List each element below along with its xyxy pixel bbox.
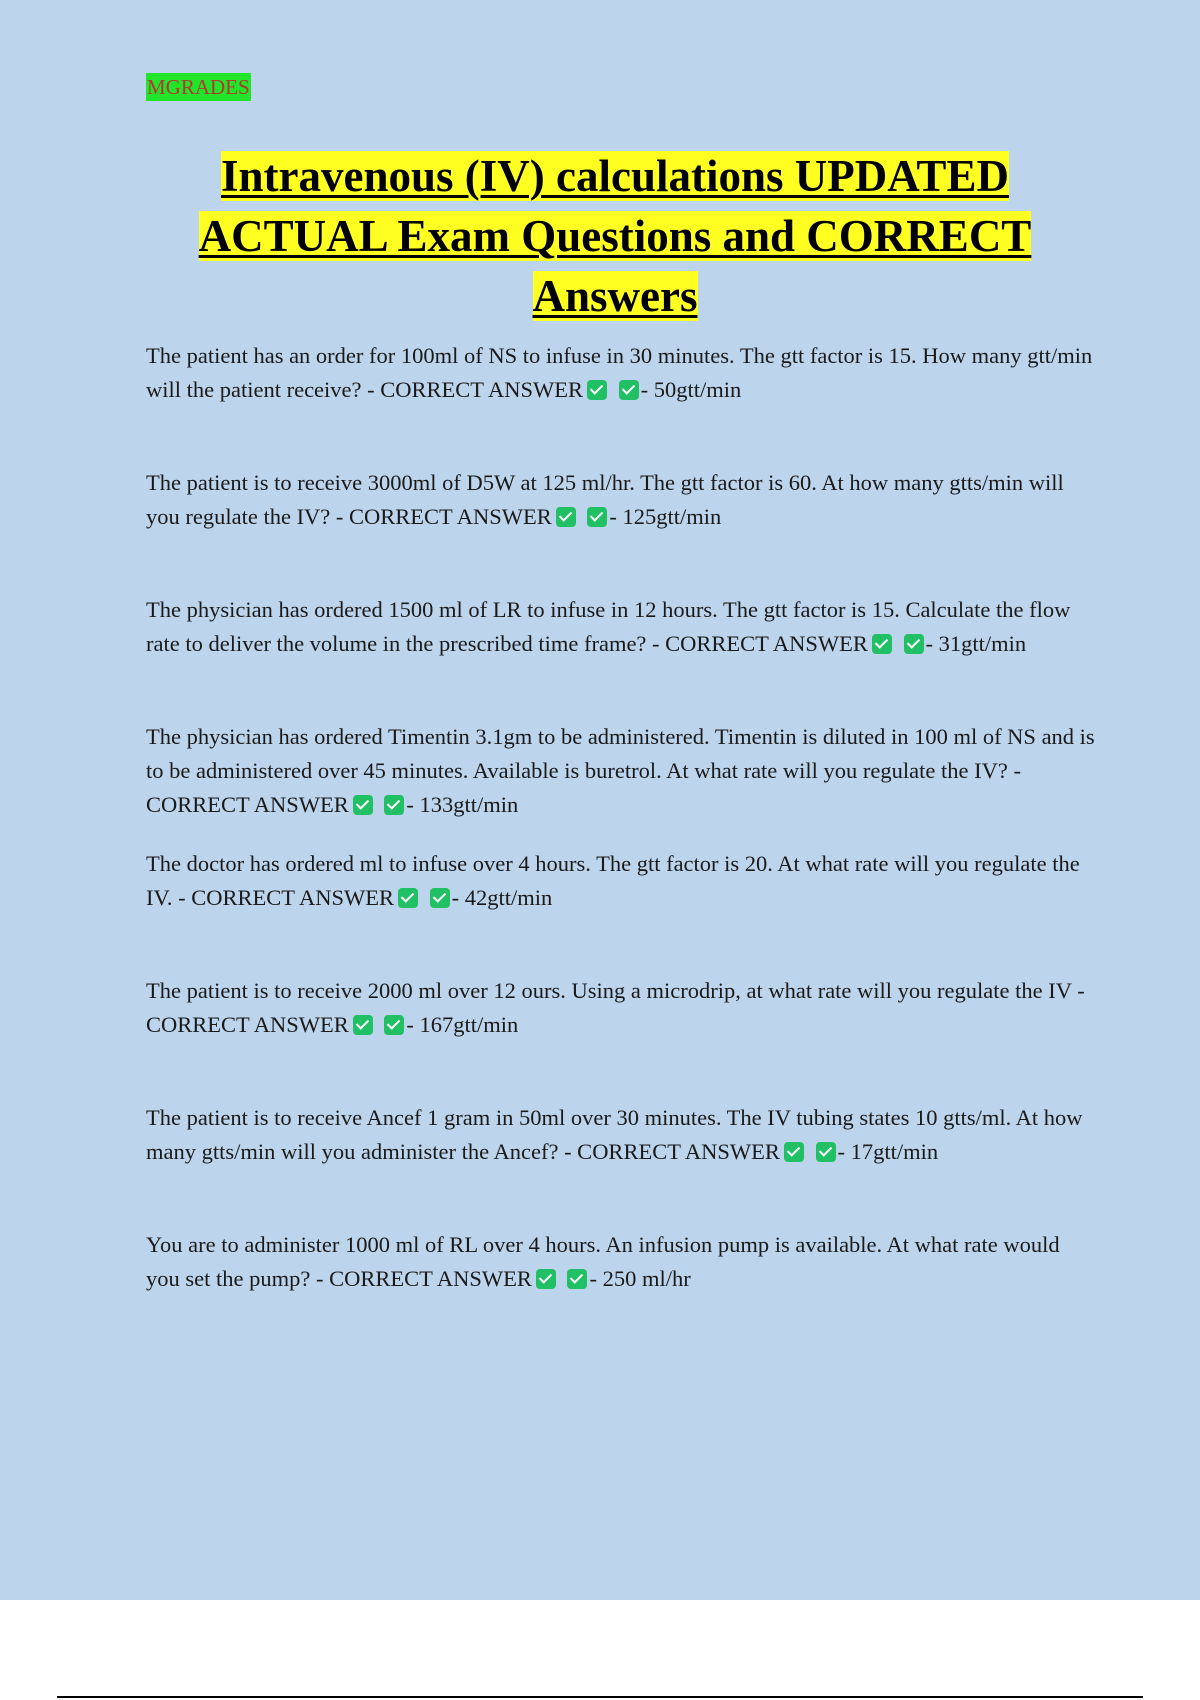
check-mark-icon	[619, 380, 639, 400]
check-mark-icon	[353, 1015, 373, 1035]
footer-divider	[57, 1696, 1143, 1698]
check-mark-icon	[784, 1142, 804, 1162]
answer-text: - 50gtt/min	[640, 377, 742, 402]
check-mark-icon	[567, 1269, 587, 1289]
answer-text: - 125gtt/min	[609, 504, 722, 529]
question-text: You are to administer 1000 ml of RL over 4 hours. An infusion pump is available. At what rate would you set the pump?	[146, 1232, 1060, 1291]
question-text: The patient is to receive 2000 ml over 12 ours. Using a microdrip, at what rate will you regulate the IV	[146, 978, 1072, 1003]
answer-text: - 31gtt/min	[925, 631, 1027, 656]
question-text: The physician has ordered 1500 ml of LR to infuse in 12 hours. The gtt factor is 15. Calculate the flow rate to deliver the volume in the prescribed time frame?	[146, 597, 1071, 656]
answer-text: - 250 ml/hr	[589, 1266, 691, 1291]
qa-item	[146, 847, 1096, 940]
check-mark-icon	[430, 888, 450, 908]
check-mark-icon	[904, 634, 924, 654]
qa-item	[146, 974, 1096, 1067]
check-mark-icon	[587, 380, 607, 400]
qa-item	[146, 593, 1096, 686]
document-title-text: Intravenous (IV) calculations UPDATED ACTUAL Exam Questions and CORRECT Answers	[198, 151, 1032, 321]
answer-label: - CORRECT ANSWER	[564, 1139, 780, 1164]
document-title	[130, 146, 1100, 326]
answer-label: - CORRECT ANSWER	[652, 631, 868, 656]
question-text: The physician has ordered Timentin 3.1gm to be administered. Timentin is diluted in 100 ml of NS and is to be administered over 45 minutes. Available is buretrol. At what rate will you regulate the IV?	[146, 724, 1095, 783]
qa-item	[146, 720, 1096, 817]
check-mark-icon	[398, 888, 418, 908]
check-mark-icon	[384, 1015, 404, 1035]
check-mark-icon	[556, 507, 576, 527]
qa-item	[146, 1228, 1096, 1321]
answer-text: - 133gtt/min	[406, 792, 519, 817]
qa-item	[146, 1101, 1096, 1194]
check-mark-icon	[872, 634, 892, 654]
question-text: The patient has an order for 100ml of NS to infuse in 30 minutes. The gtt factor is 15. How many gtt/min will the patient receive?	[146, 343, 1093, 402]
qa-item	[146, 466, 1096, 559]
answer-text: - 17gtt/min	[837, 1139, 939, 1164]
question-text: The doctor has ordered ml to infuse over 4 hours. The gtt factor is 20. At what rate will you regulate the IV.	[146, 851, 1080, 910]
answer-label: - CORRECT ANSWER	[315, 1266, 532, 1291]
question-text: The patient is to receive 3000ml of D5W at 125 ml/hr. The gtt factor is 60. At how many gtts/min will you regulate the IV?	[146, 470, 1064, 529]
qa-item	[146, 339, 1096, 432]
answer-label: - CORRECT ANSWER	[146, 758, 1021, 817]
answer-label: - CORRECT ANSWER	[178, 885, 394, 910]
check-mark-icon	[587, 507, 607, 527]
check-mark-icon	[353, 795, 373, 815]
check-mark-icon	[816, 1142, 836, 1162]
qa-list	[146, 339, 1096, 1355]
answer-label: - CORRECT ANSWER	[335, 504, 552, 529]
answer-text: - 42gtt/min	[451, 885, 553, 910]
answer-text: - 167gtt/min	[406, 1012, 519, 1037]
check-mark-icon	[384, 795, 404, 815]
answer-label: - CORRECT ANSWER	[146, 978, 1085, 1037]
check-mark-icon	[536, 1269, 556, 1289]
brand-label: MGRADES	[147, 75, 250, 99]
answer-label: - CORRECT ANSWER	[367, 377, 584, 402]
question-text: The patient is to receive Ancef 1 gram in 50ml over 30 minutes. The IV tubing states 10 gtts/ml. At how many gtts/min will you administer the Ancef?	[146, 1105, 1083, 1164]
